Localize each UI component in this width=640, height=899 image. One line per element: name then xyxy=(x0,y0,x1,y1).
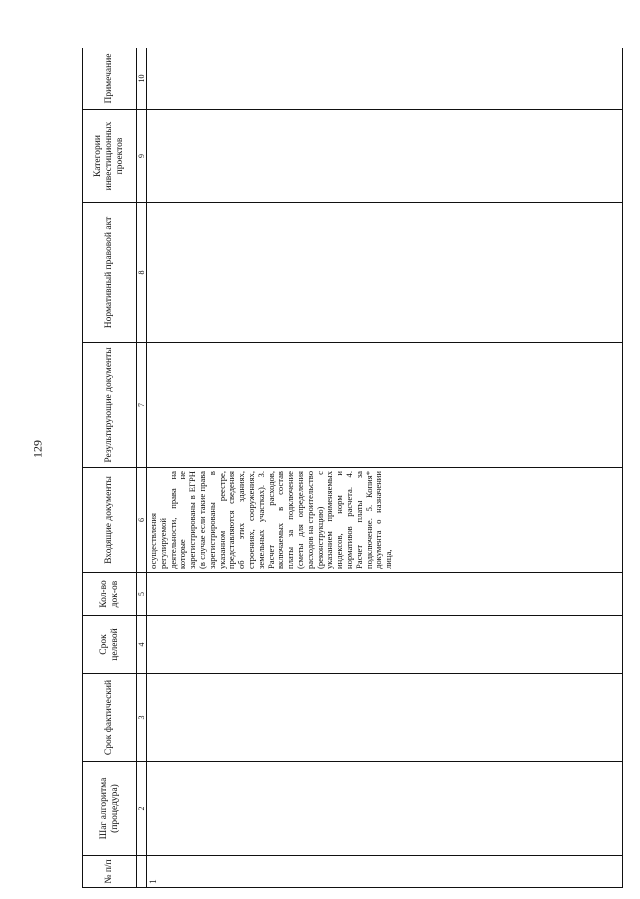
column-number: 2 xyxy=(137,762,147,856)
column-number: 9 xyxy=(137,110,147,203)
target-term-cell xyxy=(147,616,623,674)
column-number: 4 xyxy=(137,616,147,674)
header-cell-target-term: Срок целевой xyxy=(83,616,137,674)
column-number: 5 xyxy=(137,573,147,616)
page-number: 129 xyxy=(30,440,45,458)
legal-act-cell xyxy=(147,203,623,343)
header-cell-result-docs: Результирующие документы xyxy=(83,343,137,468)
note-cell xyxy=(147,48,623,110)
result-docs-cell xyxy=(147,343,623,468)
header-cell-legal-act: Нормативный правовой акт xyxy=(83,203,137,343)
incoming-docs-cell: осуществления регулируемой деятельности, права на которые не зарегистрированы в ЕГРН (в случае если такие права зарегистрированы в указанном реестре, представляются сведения об этих зданиях, строениях, сооружениях, земельных участках). 3. Расчет расходов, включаемых в состав платы за подключение (сметы для определения расходов на строительство (реконструкцию) с указанием применяемых индексов, норм и нормативов расчета. 4. Расчет платы за подключение. 5. Копия* документа о назначении лица, xyxy=(147,468,623,573)
column-number: 8 xyxy=(137,203,147,343)
column-number: 7 xyxy=(137,343,147,468)
actual-term-cell xyxy=(147,674,623,762)
header-cell-step: Шаг алгоритма (процедура) xyxy=(83,762,137,856)
row-number-cell: 1 xyxy=(147,856,623,888)
step-cell xyxy=(147,762,623,856)
column-number: 6 xyxy=(137,468,147,573)
rotated-table-wrapper xyxy=(82,48,623,888)
header-cell-incoming-docs: Входящие документы xyxy=(83,468,137,573)
column-number xyxy=(137,856,147,888)
header-cell-actual-term: Срок фактический xyxy=(83,674,137,762)
column-number: 3 xyxy=(137,674,147,762)
categories-cell xyxy=(147,110,623,203)
header-cell-doc-count: Кол-во док-ов xyxy=(83,573,137,616)
column-number-row xyxy=(137,48,147,888)
header-cell-categories: Категории инвестиционных проектов xyxy=(83,110,137,203)
header-cell-note: Примечание xyxy=(83,48,137,110)
rotated-table-area xyxy=(82,48,623,888)
header-row xyxy=(83,48,137,888)
column-number: 10 xyxy=(137,48,147,110)
header-cell-number: № п/п xyxy=(83,856,137,888)
algorithm-table xyxy=(82,48,623,888)
doc-count-cell xyxy=(147,573,623,616)
table-row xyxy=(147,48,623,888)
